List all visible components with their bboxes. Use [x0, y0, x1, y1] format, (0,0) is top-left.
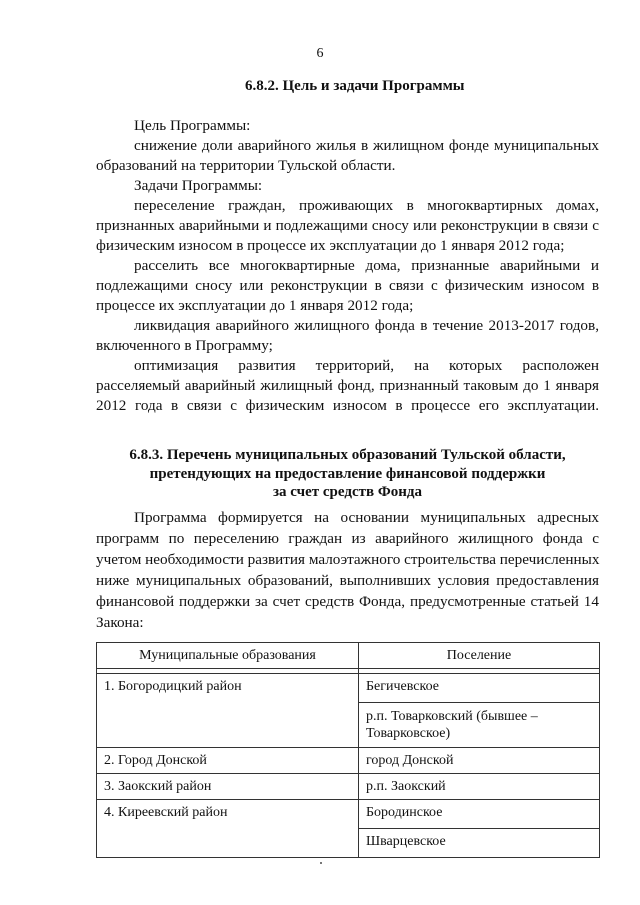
settlement-cell: Бородинское	[359, 800, 600, 829]
text-line: учетом необходимости развития малоэтажного строительства перечисленных	[96, 551, 600, 568]
text-line: расселяемый аварийный жилищный фонд, признанный таковым до 1 января	[96, 377, 599, 394]
text-line: образований на территории Тульской области.	[96, 157, 396, 174]
table-header-row	[97, 643, 600, 669]
page-number: 6	[316, 46, 324, 61]
municipality-cell: 4. Киреевский район	[97, 800, 359, 858]
text-line: переселение граждан, проживающих в многоквартирных домах,	[134, 197, 599, 214]
text-line: Программа формируется на основании муниципальных адресных	[134, 509, 599, 526]
text-line: подлежащими сносу или реконструкции в связи с физическим износом в	[96, 277, 599, 294]
heading-line: 6.8.3. Перечень муниципальных образований Тульской области,	[129, 447, 566, 463]
heading-line: претендующих на предоставление финансовой поддержки	[149, 465, 546, 482]
text-line: включенного в Программу;	[96, 337, 273, 354]
settlement-cell: город Донской	[359, 748, 600, 774]
text-line: финансовой поддержки за счет средств Фонда, предусмотренные статьей 14	[96, 593, 599, 610]
column-header-municipality: Муниципальные образования	[97, 643, 359, 669]
text-line: процессе их эксплуатации до 1 января 2012 года;	[96, 297, 414, 314]
section-heading-goals: 6.8.2. Цель и задачи Программы	[245, 78, 465, 94]
section-heading-municipalities	[96, 446, 599, 502]
municipality-cell: 2. Город Донской	[97, 748, 359, 774]
text-line: ликвидация аварийного жилищного фонда в течение 2013-2017 годов,	[134, 317, 599, 334]
settlement-cell: р.п. Товарковский (бывшее – Товарковское)	[359, 703, 600, 748]
text-line: Закона:	[96, 614, 144, 631]
table-row	[97, 774, 600, 800]
settlement-cell: Бегичевское	[359, 674, 600, 703]
table-row	[97, 748, 600, 774]
table-row	[97, 674, 600, 703]
text-line: программ по переселению граждан из аварийного жилищного фонда с	[96, 530, 599, 547]
municipality-cell: 1. Богородицкий район	[97, 674, 359, 748]
settlement-cell: Шварцевское	[359, 829, 600, 858]
text-line: ниже муниципальных образований, выполнивших условия предоставления	[96, 572, 599, 589]
text-line: расселить все многоквартирные дома, признанные аварийными и	[134, 257, 599, 274]
column-header-settlement: Поселение	[359, 643, 600, 669]
text-line: физическим износом в процессе их эксплуатации до 1 января 2012 года;	[96, 237, 565, 254]
settlement-cell: р.п. Заокский	[359, 774, 600, 800]
table-row	[97, 800, 600, 829]
municipality-cell: 3. Заокский район	[97, 774, 359, 800]
text-line: Задачи Программы:	[134, 177, 263, 194]
heading-line: за счет средств Фонда	[273, 484, 422, 500]
text-line: 2012 года в связи с физическим износом в процессе его эксплуатации.	[96, 397, 599, 414]
text-line: Цель Программы:	[134, 117, 251, 134]
text-line: признанных аварийными и подлежащими сносу или реконструкции в связи с	[96, 217, 599, 234]
text-line: оптимизация развития территорий, на которых расположен	[134, 357, 599, 374]
text-line: снижение доли аварийного жилья в жилищном фонде муниципальных	[134, 137, 599, 154]
municipalities-table	[96, 642, 600, 858]
scan-speck	[320, 862, 322, 864]
